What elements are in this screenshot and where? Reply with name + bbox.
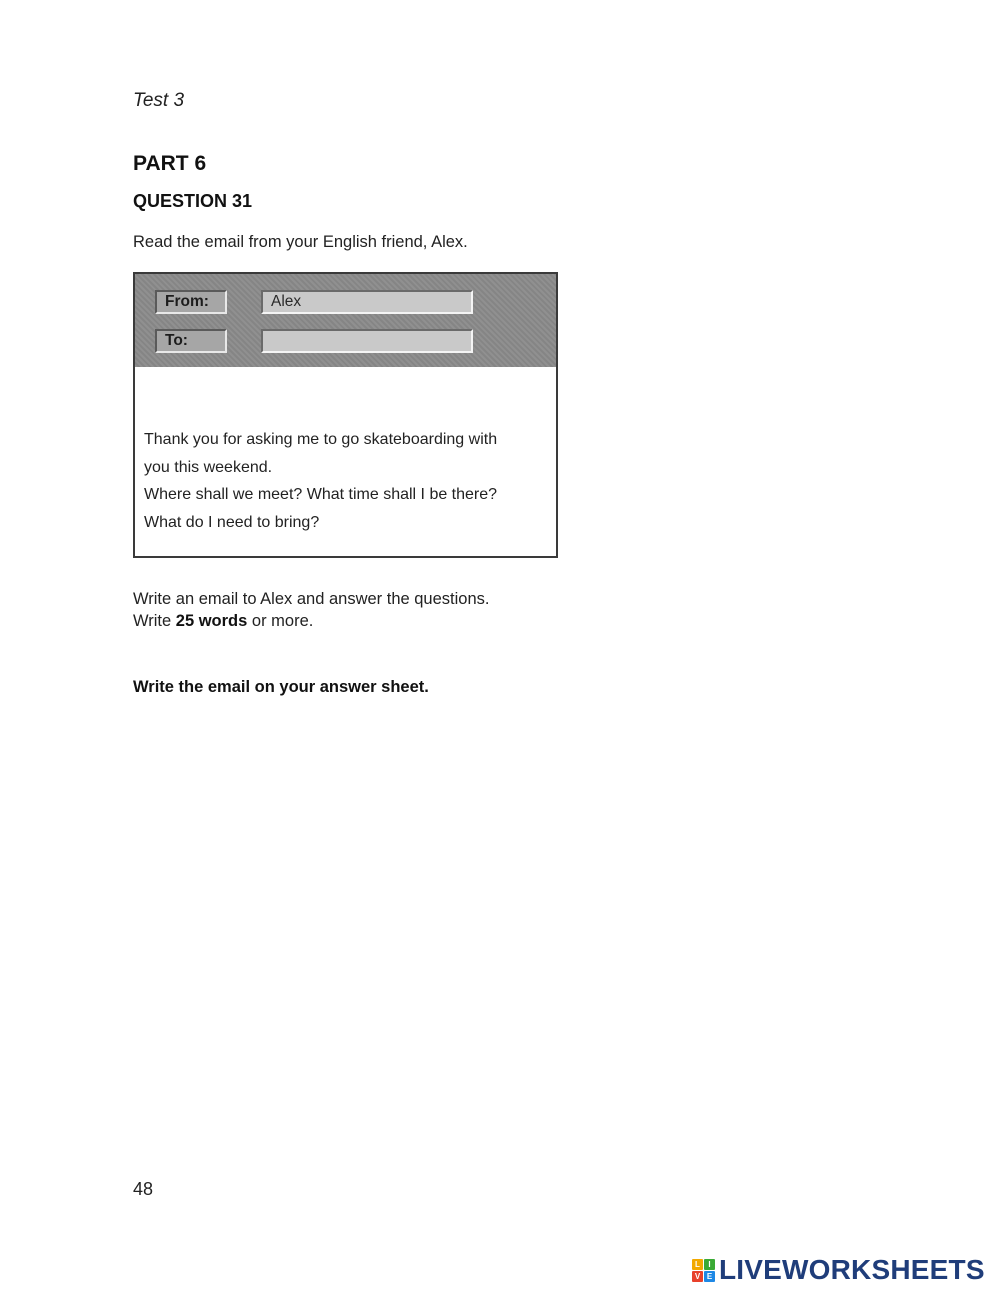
instruction-line-2: [133, 612, 313, 631]
from-label: From:: [155, 290, 227, 314]
to-label: To:: [155, 329, 227, 353]
email-body: [144, 426, 544, 536]
email-body-line: Where shall we meet? What time shall I be there?: [144, 486, 498, 503]
intro-text: Read the email from your English friend, Alex.: [133, 233, 468, 251]
logo-mark-icon: [692, 1259, 715, 1282]
email-body-line: you this weekend.: [144, 458, 273, 476]
logo-text: LIVEWORKSHEETS: [719, 1254, 985, 1285]
instruction-line-2-prefix: Write: [133, 612, 176, 630]
instruction-line-2-suffix: or more.: [247, 612, 314, 630]
instruction-line-1: Write an email to Alex and answer the questions.: [133, 590, 490, 608]
logo-mark-letter: V: [692, 1271, 703, 1282]
logo-mark-letter: I: [704, 1259, 715, 1270]
final-instruction: Write the email on your answer sheet.: [133, 678, 429, 696]
part-title: PART 6: [133, 152, 207, 175]
email-body-line: Thank you for asking me to go skateboarding with: [144, 431, 498, 448]
email-box: [133, 272, 558, 558]
email-header: [135, 274, 556, 367]
liveworksheets-logo[interactable]: [692, 1255, 985, 1285]
word-count: 25 words: [175, 612, 248, 630]
email-body-line: What do I need to bring?: [144, 513, 320, 531]
test-label: Test 3: [133, 90, 185, 111]
logo-mark-letter: E: [704, 1271, 715, 1282]
to-field: [261, 329, 473, 353]
question-title: QUESTION 31: [133, 191, 253, 211]
from-field: Alex: [261, 290, 473, 314]
logo-mark-letter: L: [692, 1259, 703, 1270]
page-number: 48: [133, 1179, 154, 1199]
